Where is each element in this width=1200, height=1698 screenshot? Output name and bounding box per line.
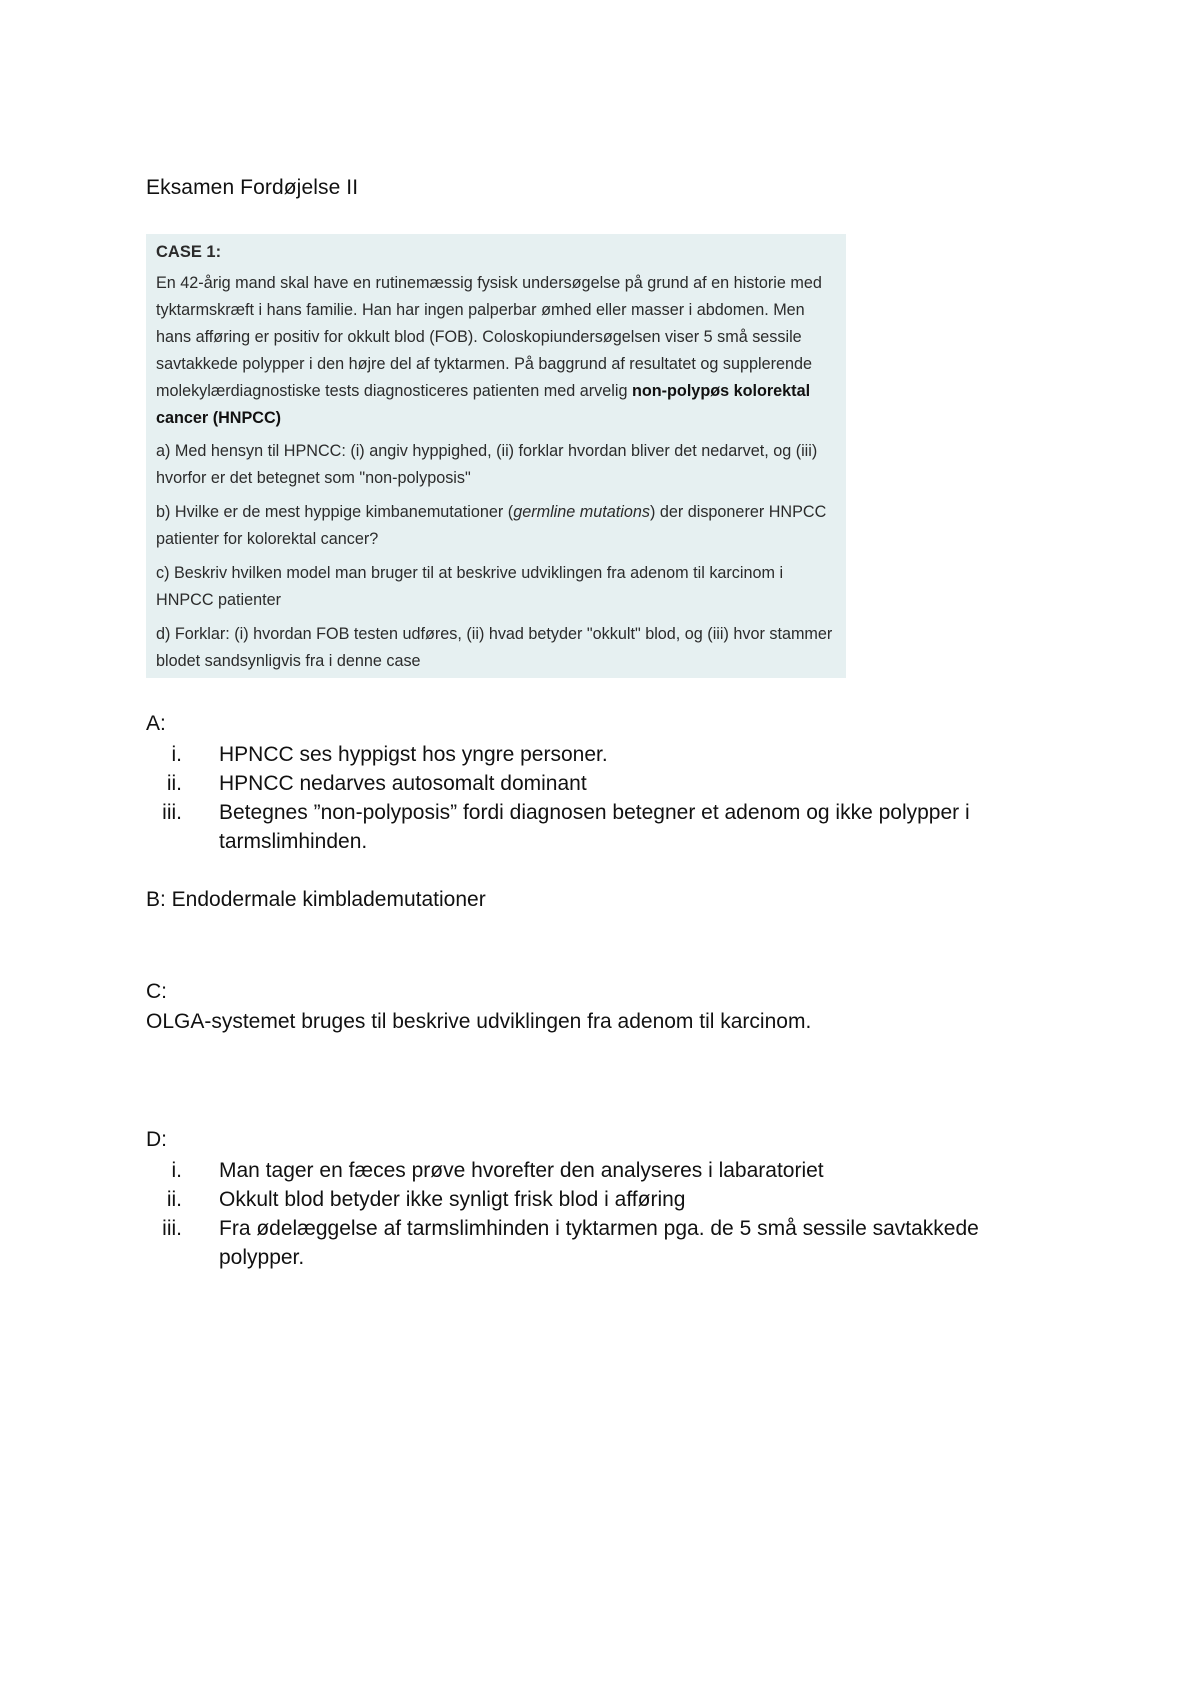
answer-d-item: iii. Fra ødelæggelse af tarmslimhinden i tyktarmen pga. de 5 små sessile savtakkede polypper.	[162, 1217, 979, 1269]
answer-a-item: iii. Betegnes ”non-polyposis” fordi diagnosen betegner et adenom og ikke polypper i tarmslimhinden.	[162, 801, 970, 853]
answer-c-label: C:	[146, 980, 167, 1003]
case-question-c: c) Beskriv hvilken model man bruger til at beskrive udviklingen fra adenom til karcinom i HNPCC patienter	[156, 564, 784, 609]
answer-d-list	[146, 1156, 1046, 1272]
answer-d-item: ii. Okkult blod betyder ikke synligt frisk blod i afføring	[166, 1188, 686, 1211]
case-intro	[156, 270, 836, 432]
answer-a-item: i. HPNCC ses hyppigst hos yngre personer.	[171, 743, 608, 766]
answer-d-label: D:	[146, 1128, 167, 1151]
answer-a-list	[146, 740, 1046, 856]
case-intro-text: En 42-årig mand skal have en rutinemæssig fysisk undersøgelse på grund af en historie med tyktarmskræft i hans familie. Han har ingen palperbar ømhed eller masser i abdomen. Men hans afføring er positiv for okkult blod (FOB). Coloskopiundersøgelsen viser 5 små sessile savtakkede polypper i den højre del af tyktarmen. På baggrund af resultatet og supplerende molekylærdiagnostiske tests diagnosticeres patienten med arvelig	[156, 274, 822, 400]
answer-c-text: OLGA-systemet bruges til beskrive udviklingen fra adenom til karcinom.	[146, 1010, 812, 1033]
answer-a-item: ii. HPNCC nedarves autosomalt dominant	[166, 772, 587, 795]
answer-b: B: Endodermale kimblademutationer	[146, 888, 486, 911]
case-intro-diagnosis: non-polypøs kolorektal cancer (HNPCC)	[156, 382, 811, 427]
case-question-a: a) Med hensyn til HPNCC: (i) angiv hyppighed, (ii) forklar hvordan bliver det nedarvet, og (iii) hvorfor er det betegnet som "non-polyposis"	[156, 442, 818, 487]
document-title: Eksamen Fordøjelse II	[146, 176, 359, 199]
case-question-box	[146, 234, 846, 678]
case-heading: CASE 1:	[156, 243, 222, 261]
case-question-b-italic: germline mutations	[513, 503, 650, 521]
case-question-d: d) Forklar: (i) hvordan FOB testen udføres, (ii) hvad betyder "okkult" blod, og (iii) hvor stammer blodet sandsynligvis fra i denne case	[156, 625, 833, 670]
answer-a-label: A:	[146, 712, 166, 735]
answer-d-item: i. Man tager en fæces prøve hvorefter den analyseres i labaratoriet	[171, 1159, 824, 1182]
case-question-b: b) Hvilke er de mest hyppige kimbanemutationer (germline mutations) der disponerer HNPCC patienter for kolorektal cancer?	[156, 503, 827, 548]
